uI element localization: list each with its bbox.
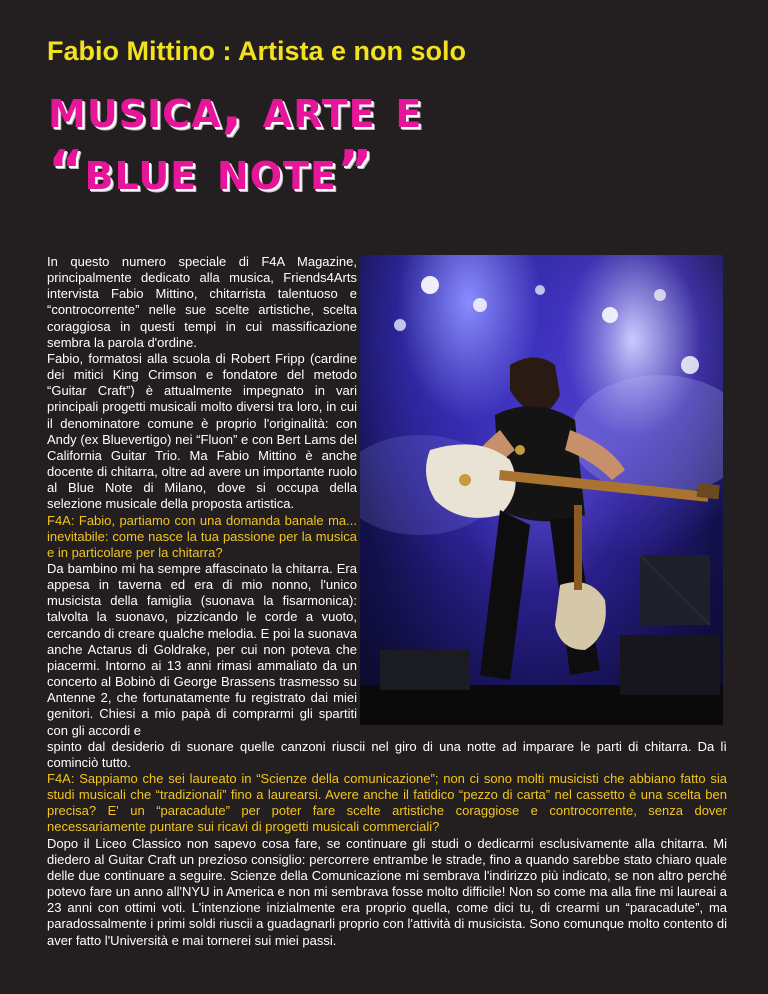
bio-paragraph: Fabio, formatosi alla scuola di Robert Fripp (cardine dei mitici King Crimson e fondatore del metodo “Guitar Craft”) è attualmente impegnato in vari principali progetti musicali molto diversi tra loro, in cui il denominatore comune è proprio l'originalità: con Andy (ex Bluevertigo) nei “Fluon” e con Bert Lams del California Guitar Trio. Ma Fabio Mittino è anche docente di chitarra, oltre ad avere un importante ruolo al Blue Note di Milano, dove si occupa della selezione musicale della proposta artistica.: [47, 350, 357, 512]
question-2: F4A: Sappiamo che sei laureato in “Scienze della comunicazione”; non ci sono molti musicisti che abbiano fatto sia studi musicali che “tradizionali” fino a laurearsi. Avere anche il fatidico “pezzo di carta” nel cassetto è una scelta ben precisa? E' un “paracadute” per poter fare scelte artistiche coraggiose e controcorrente, senza dover necessariamente puntare sui ricavi di progetti musicali commerciali?: [47, 771, 727, 835]
answer-2: Dopo il Liceo Classico non sapevo cosa fare, se continuare gli studi o dedicarmi esclusivamente alla chitarra. Mi diedero al Guitar Craft un prezioso consiglio: percorrere entrambe le strade, fino a quando sarebbe stato chiaro quale delle due continuare a seguire. Scienze della Comunicazione mi sembrava l'indirizzo più indicato, se non altro perché potevo fare un anno all'NYU in America e non mi sembrava fosse molto difficile! Non so come ma alla fine mi laureai a 23 anni con ottimi voti. L'intenzione inizialmente era proprio quella, come dici tu, di crearmi un “paracadute”, ma paradossalmente i primi soldi riuscii a guadagnarli proprio con l'attività di musicista. Sono comunque molto contento di aver fatto l'Università e mai tornerei sui miei passi.: [47, 835, 727, 948]
article-body: [47, 254, 727, 949]
headline-line-2: “blue note”: [48, 139, 374, 202]
question-1: F4A: Fabio, partiamo con una domanda banale ma... inevitabile: come nasce la tua passione per la musica e in particolare per la chitarra?: [47, 512, 357, 560]
headline-line-1: musica, arte e: [48, 77, 423, 140]
article-kicker: Fabio Mittino : Artista e non solo: [47, 36, 466, 66]
answer-1-part-2: spinto dal desiderio di suonare quelle canzoni riuscii nel giro di una notte ad imparare le parti di chitarra. Da lì cominciò tutto.: [47, 738, 727, 770]
answer-1-part-1: Da bambino mi ha sempre affascinato la chitarra. Era appesa in taverna ed era di mio nonno, l'unico musicista della famiglia (suonava la fisarmonica): talvolta la suonavo, pizzicando le corde a vuoto, cercando di creare qualche melodia. E poi la suonava anche Actarus di Goldrake, per cui non poteva che piacermi. Intorno ai 13 anni rimasi ammaliato da un concerto al Bobinò di George Brassens trasmesso su Antenne 2, che fortunatamente fu registrato dai miei genitori. Chiesi a mio papà di comprarmi gli spartiti con gli accordi e: [47, 560, 357, 738]
intro-paragraph: In questo numero speciale di F4A Magazine, principalmente dedicato alla musica, Friends4Arts intervista Fabio Mittino, chitarrista talentuoso e “controcorrente” nelle sue scelte artistiche, scelta coraggiosa in questi tempi in cui massificazione sembra la parola d'ordine.: [47, 254, 357, 350]
article-headline: [48, 78, 728, 202]
